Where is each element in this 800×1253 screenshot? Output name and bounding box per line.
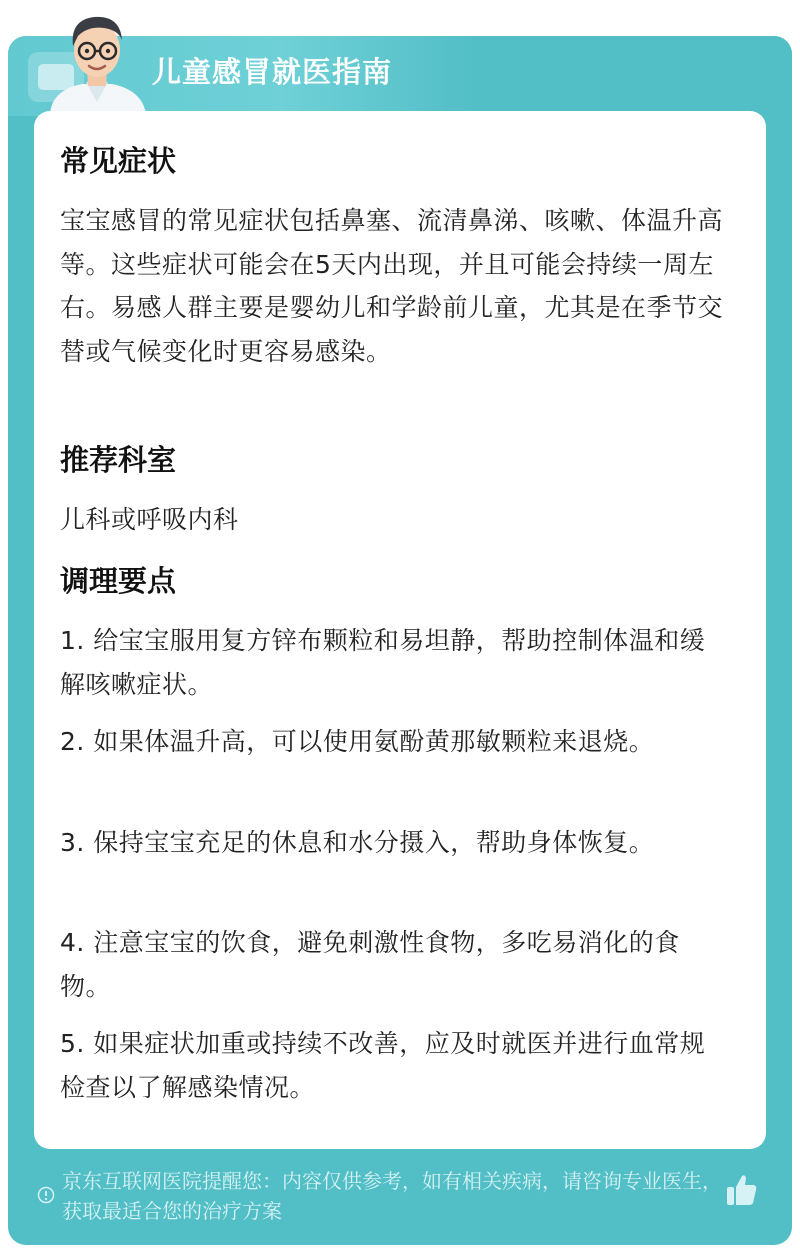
page-title: 儿童感冒就医指南 bbox=[152, 55, 393, 89]
content-card bbox=[34, 111, 766, 1149]
care-item: 2. 如果体温升高，可以使用氨酚黄那敏颗粒来退烧。 bbox=[60, 727, 655, 756]
symptoms-heading: 常见症状 bbox=[60, 144, 177, 178]
care-item: 5. 如果症状加重或持续不改善，应及时就医并进行血常规检查以了解感染情况。 bbox=[60, 1029, 706, 1102]
doctor-avatar bbox=[42, 6, 152, 114]
footer-notice: 京东互联网医院提醒您：内容仅供参考，如有相关疾病，请咨询专业医生，获取最适合您的治疗方案 bbox=[62, 1169, 722, 1223]
department-text: 儿科或呼吸内科 bbox=[60, 505, 239, 534]
care-heading: 调理要点 bbox=[60, 564, 177, 598]
symptoms-text: 宝宝感冒的常见症状包括鼻塞、流清鼻涕、咳嗽、体温升高等。这些症状可能会在5天内出现，并且可能会持续一周左右。易感人群主要是婴幼儿和学龄前儿童，尤其是在季节交替或气候变化时更容易感染。 bbox=[60, 206, 724, 366]
department-heading: 推荐科室 bbox=[60, 443, 177, 477]
care-item: 1. 给宝宝服用复方锌布颗粒和易坦静，帮助控制体温和缓解咳嗽症状。 bbox=[60, 626, 706, 699]
thumbs-up-icon[interactable] bbox=[726, 1173, 758, 1207]
care-item: 3. 保持宝宝充足的休息和水分摄入，帮助身体恢复。 bbox=[60, 828, 655, 857]
info-icon bbox=[37, 1186, 55, 1204]
care-item: 4. 注意宝宝的饮食，避免刺激性食物，多吃易消化的食物。 bbox=[60, 928, 680, 1001]
